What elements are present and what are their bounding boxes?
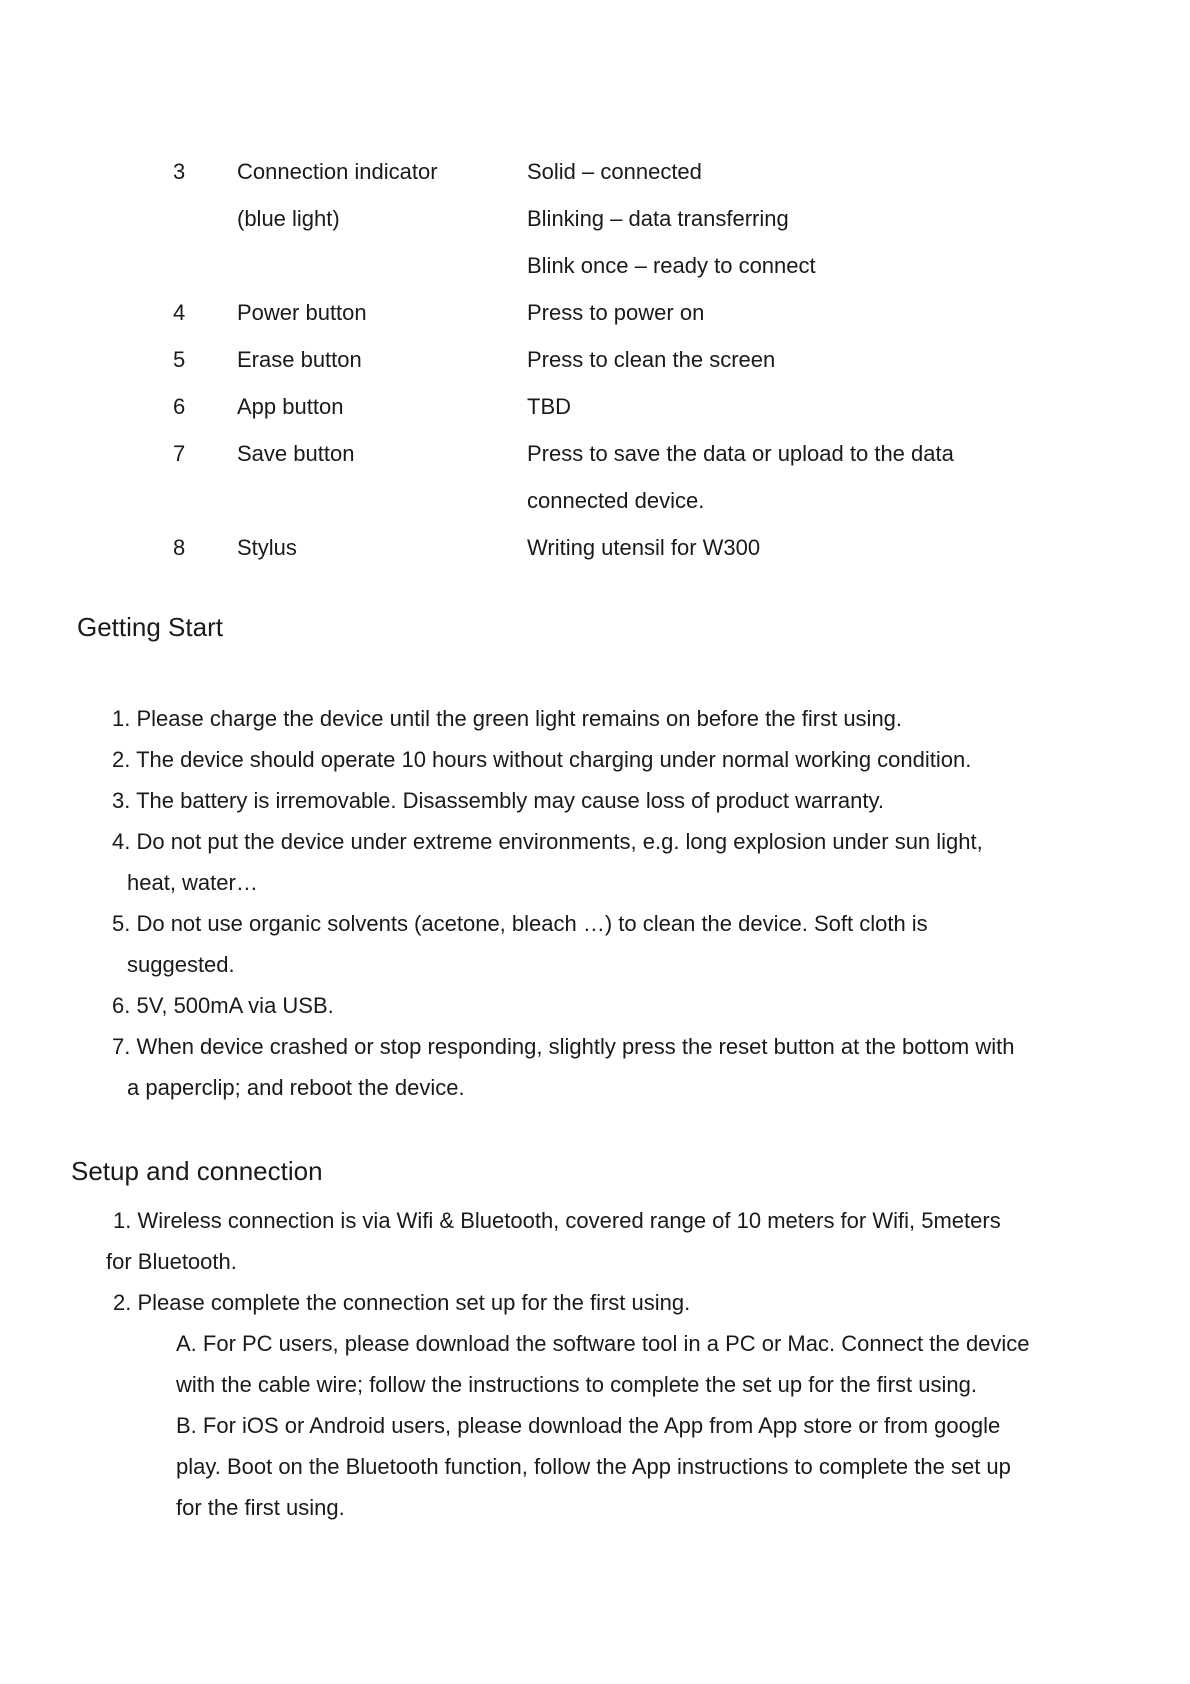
list-item-line: a paperclip; and reboot the device. [127,1075,465,1100]
feature-table [173,148,1033,571]
feature-description [527,430,1033,524]
sub-list-item-line: B. For iOS or Android users, please download the App from App store or from google [176,1413,1001,1438]
feature-row-stylus [173,524,1033,571]
feature-description-line: Press to clean the screen [527,347,776,372]
list-item-line: 3. The battery is irremovable. Disassembly may cause loss of product warranty. [112,788,884,813]
feature-number: 3 [173,159,186,184]
feature-name [237,148,527,242]
sub-list-item-line: play. Boot on the Bluetooth function, follow the App instructions to complete the set up [176,1454,1011,1479]
feature-row-app-button [173,383,1033,430]
list-item-line: 4. Do not put the device under extreme environments, e.g. long explosion under sun light, [112,829,983,854]
feature-name [237,336,527,383]
feature-name-line: Save button [237,441,355,466]
feature-description-line: Press to power on [527,300,705,325]
list-item [112,985,1112,1026]
feature-description-line: Blink once – ready to connect [527,253,816,278]
feature-number: 8 [173,535,186,560]
list-item [112,780,1112,821]
feature-name-line: Erase button [237,347,362,372]
feature-description-line: connected device. [527,488,705,513]
getting-start-list [112,698,1112,1108]
list-item [112,821,1112,903]
feature-description-line: Blinking – data transferring [527,206,789,231]
list-item-line: 1. Please charge the device until the green light remains on before the first using. [112,706,903,731]
feature-description-line: TBD [527,394,571,419]
feature-name-line: Stylus [237,535,297,560]
feature-name-line: Connection indicator [237,159,438,184]
feature-description-line: Solid – connected [527,159,702,184]
list-item-line: 1. Wireless connection is via Wifi & Bluetooth, covered range of 10 meters for Wifi, 5meters [113,1208,1001,1233]
feature-number: 4 [173,300,186,325]
feature-row-power-button [173,289,1033,336]
sub-list-item-line: with the cable wire; follow the instructions to complete the set up for the first using. [176,1372,977,1397]
list-item-line: for Bluetooth. [106,1249,237,1274]
setup-heading: Setup and connection [71,1156,323,1186]
feature-row-erase-button [173,336,1033,383]
list-item-line: 2. Please complete the connection set up for the first using. [113,1290,691,1315]
list-item-line: heat, water… [127,870,258,895]
feature-description [527,524,1033,571]
sub-list-item [176,1323,1116,1405]
feature-number: 6 [173,394,186,419]
feature-number: 7 [173,441,186,466]
feature-description [527,336,1033,383]
list-item-line: 2. The device should operate 10 hours without charging under normal working condition. [112,747,972,772]
feature-name-line: (blue light) [237,206,340,231]
feature-description [527,289,1033,336]
feature-name-line: App button [237,394,344,419]
setup-sub-list [106,1323,1116,1528]
list-item [106,1282,1116,1528]
sub-list-item-line: A. For PC users, please download the software tool in a PC or Mac. Connect the device [176,1331,1030,1356]
list-item [112,698,1112,739]
list-item [112,1026,1112,1108]
feature-description-line: Press to save the data or upload to the data [527,441,954,466]
feature-number: 5 [173,347,186,372]
list-item [112,739,1112,780]
list-item-line: 7. When device crashed or stop responding, slightly press the reset button at the bottom with [112,1034,1015,1059]
setup-list [106,1200,1116,1528]
feature-name-line: Power button [237,300,367,325]
feature-description [527,383,1033,430]
feature-row-save-button [173,430,1033,524]
feature-row-connection-indicator [173,148,1033,289]
feature-description-line: Writing utensil for W300 [527,535,761,560]
list-item-line: suggested. [127,952,235,977]
feature-name [237,524,527,571]
list-item-line: 6. 5V, 500mA via USB. [112,993,334,1018]
getting-start-heading: Getting Start [77,612,223,642]
feature-name [237,383,527,430]
feature-name [237,289,527,336]
sub-list-item-line: for the first using. [176,1495,345,1520]
feature-name [237,430,527,477]
list-item-line: 5. Do not use organic solvents (acetone, bleach …) to clean the device. Soft cloth is [112,911,928,936]
feature-description [527,148,1033,289]
sub-list-item [176,1405,1116,1528]
list-item [112,903,1112,985]
list-item [106,1200,1116,1282]
